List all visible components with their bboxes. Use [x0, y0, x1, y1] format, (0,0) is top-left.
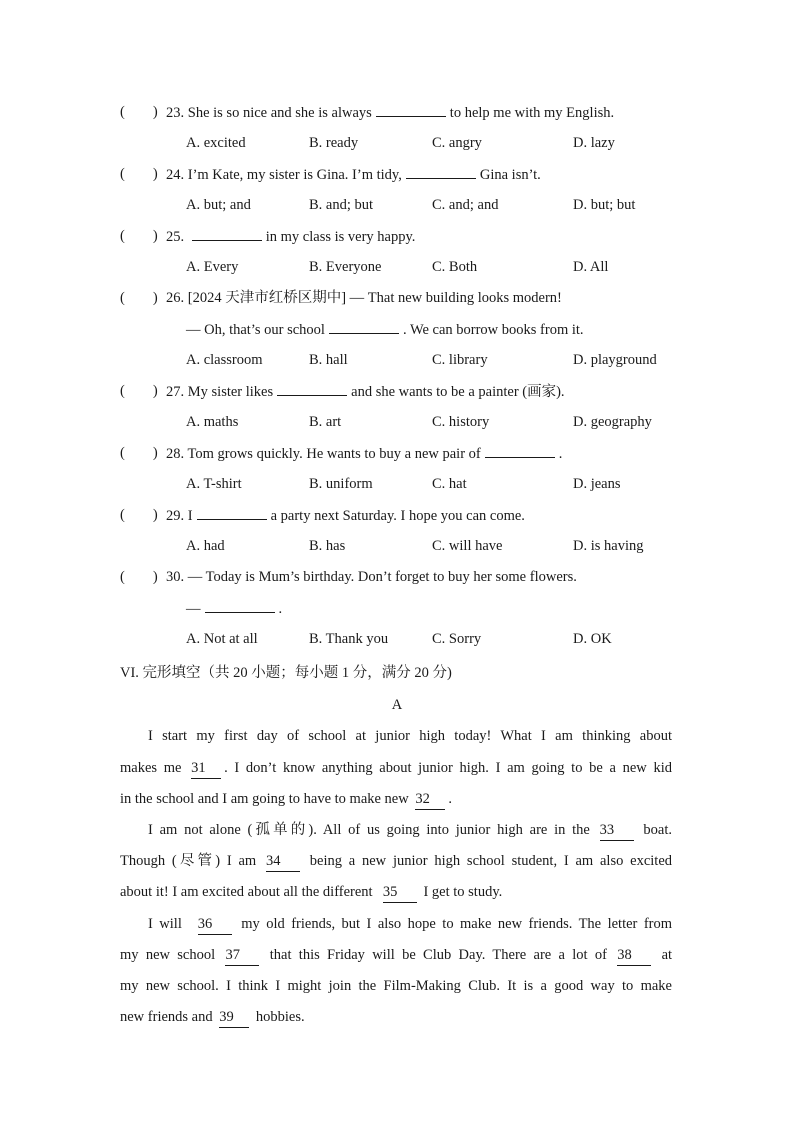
question-stem: She is so nice and she is always — [187, 105, 372, 121]
passage-line: about it! I am excited about all the different 35 I get to study. — [120, 882, 672, 903]
option-c[interactable]: C. Both — [432, 259, 478, 275]
option-c[interactable]: C. Sorry — [432, 631, 482, 647]
question-stem-end: in my class is very happy. — [265, 229, 416, 245]
answer-bracket[interactable]: ( ) — [120, 104, 158, 120]
answer-bracket[interactable]: ( ) — [120, 507, 158, 523]
passage-line: I start my first day of school at junior high today! What I am thinking about — [148, 728, 672, 744]
option-c[interactable]: C. history — [432, 414, 490, 430]
option-b[interactable]: B. art — [309, 414, 342, 430]
blank-32[interactable]: 32 — [415, 789, 445, 810]
question-number: 28 — [166, 446, 181, 462]
answer-bracket[interactable]: ( ) — [120, 569, 158, 585]
answer-blank[interactable] — [205, 598, 275, 613]
section-title: VI. 完形填空（共 20 小题；每小题 1 分，满分 20 分) — [120, 665, 452, 681]
passage-line: my new school. I think I might join the Film-Making Club. It is a good way to make — [120, 978, 672, 994]
question-stem-end: a party next Saturday. I hope you can come. — [270, 508, 525, 524]
passage-line: in the school and I am going to have to make new 32 . — [120, 789, 672, 810]
question-stem: Tom grows quickly. He wants to buy a new pair of — [187, 446, 481, 462]
question-number: 29 — [166, 508, 181, 524]
passage-line: new friends and 39 hobbies. — [120, 1007, 672, 1028]
passage-line: my new school 37 that this Friday will be Club Day. There are a lot of 38 at — [120, 945, 672, 966]
blank-36[interactable]: 36 — [198, 914, 232, 935]
option-d[interactable]: D. playground — [573, 352, 657, 368]
question-number: 30 — [166, 569, 181, 585]
option-d[interactable]: D. jeans — [573, 476, 621, 492]
option-b[interactable]: B. Thank you — [309, 631, 389, 647]
question-stem: I — [187, 508, 193, 524]
option-a[interactable]: A. T-shirt — [186, 476, 242, 492]
answer-blank[interactable] — [192, 226, 262, 241]
option-b[interactable]: B. uniform — [309, 476, 373, 492]
option-a[interactable]: A. but; and — [186, 197, 251, 213]
option-d[interactable]: D. OK — [573, 631, 612, 647]
option-c[interactable]: C. angry — [432, 135, 482, 151]
option-a[interactable]: A. had — [186, 538, 225, 554]
option-c[interactable]: C. and; and — [432, 197, 499, 213]
option-a[interactable]: A. classroom — [186, 352, 263, 368]
option-a[interactable]: A. maths — [186, 414, 239, 430]
option-d[interactable]: D. lazy — [573, 135, 615, 151]
passage-line: makes me 31 . I don’t know anything about junior high. I am going to be a new kid — [120, 758, 672, 779]
answer-blank[interactable] — [329, 319, 399, 334]
question-26-response: — Oh, that’s our school . We can borrow books from it. — [186, 319, 584, 340]
question-30-response: — . — [186, 598, 282, 619]
option-c[interactable]: C. library — [432, 352, 488, 368]
blank-38[interactable]: 38 — [617, 945, 651, 966]
question-stem-end: and she wants to be a painter (画家). — [351, 384, 565, 400]
question-stem-end: . — [558, 446, 563, 462]
question-stem-end: Gina isn’t. — [479, 167, 541, 183]
option-b[interactable]: B. hall — [309, 352, 348, 368]
question-number: 26 — [166, 290, 181, 306]
option-b[interactable]: B. ready — [309, 135, 359, 151]
passage-line: Though (尽管) I am 34 being a new junior high school student, I am also excited — [120, 851, 672, 872]
question-stem: I’m Kate, my sister is Gina. I’m tidy, — [187, 167, 402, 183]
question-number: 27 — [166, 384, 181, 400]
option-d[interactable]: D. is having — [573, 538, 644, 554]
answer-bracket[interactable]: ( ) — [120, 228, 158, 244]
option-a[interactable]: A. Not at all — [186, 631, 258, 647]
option-a[interactable]: A. Every — [186, 259, 239, 275]
option-d[interactable]: D. geography — [573, 414, 652, 430]
answer-blank[interactable] — [376, 102, 446, 117]
option-b[interactable]: B. and; but — [309, 197, 374, 213]
option-c[interactable]: C. will have — [432, 538, 503, 554]
option-a[interactable]: A. excited — [186, 135, 246, 151]
option-d[interactable]: D. but; but — [573, 197, 636, 213]
blank-37[interactable]: 37 — [225, 945, 259, 966]
answer-blank[interactable] — [485, 443, 555, 458]
question-number: 23 — [166, 105, 181, 121]
answer-bracket[interactable]: ( ) — [120, 445, 158, 461]
answer-bracket[interactable]: ( ) — [120, 383, 158, 399]
option-c[interactable]: C. hat — [432, 476, 467, 492]
passage-line: I am not alone (孤单的). All of us going into junior high are in the 33 boat. — [120, 820, 672, 841]
question-number: 24 — [166, 167, 181, 183]
blank-33[interactable]: 33 — [600, 820, 634, 841]
answer-blank[interactable] — [406, 164, 476, 179]
question-stem: My sister likes — [187, 384, 274, 400]
answer-blank[interactable] — [197, 505, 267, 520]
question-stem: — Today is Mum’s birthday. Don’t forget to buy her some flowers. — [187, 569, 577, 585]
blank-35[interactable]: 35 — [383, 882, 417, 903]
answer-bracket[interactable]: ( ) — [120, 290, 158, 306]
question-stem-end: to help me with my English. — [449, 105, 615, 121]
question-number: 25 — [166, 229, 181, 245]
blank-31[interactable]: 31 — [191, 758, 221, 779]
option-b[interactable]: B. has — [309, 538, 346, 554]
blank-39[interactable]: 39 — [219, 1007, 249, 1028]
option-b[interactable]: B. Everyone — [309, 259, 382, 275]
blank-34[interactable]: 34 — [266, 851, 300, 872]
answer-blank[interactable] — [277, 381, 347, 396]
option-d[interactable]: D. All — [573, 259, 609, 275]
passage-label: A — [391, 697, 403, 713]
question-stem: [2024 天津市红桥区期中] — That new building looks modern! — [187, 290, 562, 306]
passage-line: I will 36 my old friends, but I also hope to make new friends. The letter from — [120, 914, 672, 935]
answer-bracket[interactable]: ( ) — [120, 166, 158, 182]
